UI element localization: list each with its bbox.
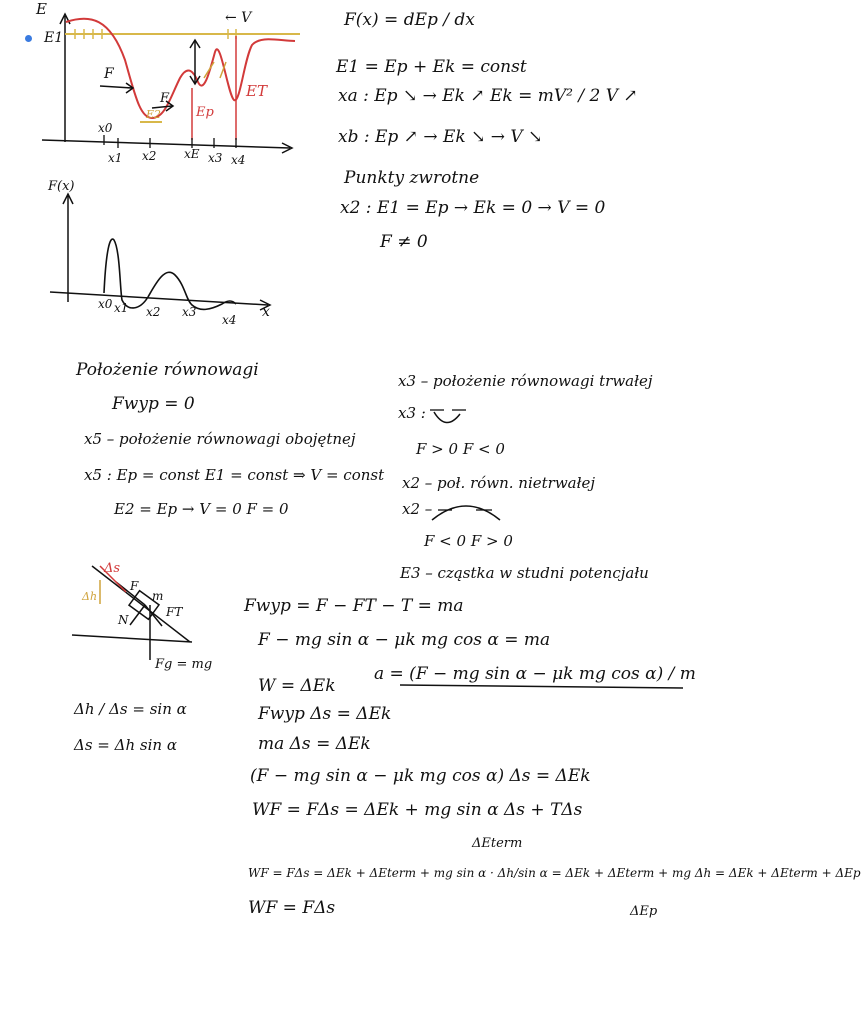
force-graph xyxy=(47,179,270,327)
x-label-2: x2 xyxy=(142,149,157,163)
friction-arrow xyxy=(145,605,162,626)
force-label-left: F xyxy=(104,66,114,82)
fx-label-4: x4 xyxy=(222,313,237,327)
x-label-3: x3 xyxy=(208,151,223,165)
text-x3-forces: F > 0 F < 0 xyxy=(416,440,505,458)
eq-forces: F − mg sin α − μk mg cos α = ma xyxy=(258,630,551,650)
fx-label-3: x3 xyxy=(182,305,197,319)
force-arrow-left xyxy=(100,86,132,88)
heading-turning-points: Punkty zwrotne xyxy=(344,168,480,188)
eq-wf-short: WF = FΔs xyxy=(248,898,336,918)
x-label-4: x4 xyxy=(231,153,246,167)
x-label-e: xE xyxy=(184,147,200,161)
formula-fwyp-zero: Fwyp = 0 xyxy=(112,394,195,414)
text-stable-equilibrium: x3 – położenie równowagi trwałej xyxy=(398,372,653,390)
ep-label: Ep xyxy=(196,105,214,120)
f-label: F xyxy=(130,579,139,593)
m-label: m xyxy=(152,589,164,603)
force-x-label: x xyxy=(262,304,270,320)
heading-equilibrium: Położenie równowagi xyxy=(76,360,259,380)
label-x2: x2 – xyxy=(402,500,433,518)
fraction-bar xyxy=(400,685,683,688)
formula-ds-dh: Δs = Δh sin α xyxy=(74,736,177,754)
incline-base xyxy=(72,635,192,642)
et-label: ET xyxy=(246,82,267,100)
stable-equilibrium-sketch xyxy=(430,410,466,423)
unstable-equilibrium-sketch xyxy=(432,506,500,520)
formula-e2: E2 = Ep → V = 0 F = 0 xyxy=(114,500,289,518)
dh-label: Δh xyxy=(82,590,98,603)
fx-label-2: x2 xyxy=(146,305,161,319)
eq-ma-ds: ma Δs = ΔEk xyxy=(258,734,371,754)
eq-fwyp-ds: Fwyp Δs = ΔEk xyxy=(258,704,392,724)
label-x3: x3 : xyxy=(398,404,426,422)
energy-x-axis xyxy=(42,140,290,148)
ds-label: Δs xyxy=(104,561,121,576)
eq-expanded: (F − mg sin α − μk mg cos α) Δs = ΔEk xyxy=(250,766,591,786)
formula-x2: x2 : E1 = Ep → Ek = 0 → V = 0 xyxy=(340,198,606,218)
incline-sketch xyxy=(72,561,212,672)
formula-force-definition: F(x) = dEp / dx xyxy=(344,10,475,30)
eq-acceleration: a = (F − mg sin α − μk mg cos α) / m xyxy=(374,664,696,684)
force-y-label: F(x) xyxy=(48,179,75,194)
x-label-1: x1 xyxy=(108,151,123,165)
incline-slope xyxy=(92,566,190,642)
text-potential-well: E3 – cząstka w studni potencjału xyxy=(400,564,649,582)
energy-graph xyxy=(35,0,300,167)
label-de-term: ΔEterm xyxy=(472,836,523,851)
eq-work-energy: W = ΔEk xyxy=(258,676,336,696)
e1-label: E1 xyxy=(44,30,64,46)
label-de-p: ΔEp xyxy=(630,904,658,919)
force-label-mid: F xyxy=(160,91,170,106)
energy-y-label: E xyxy=(36,0,47,18)
formula-xa: xa : Ep ↘ → Ek ↗ Ek = mV² / 2 V ↗ xyxy=(338,86,638,106)
formula-xb: xb : Ep ↗ → Ek ↘ → V ↘ xyxy=(338,127,543,147)
e2-label: E2 xyxy=(146,108,162,121)
eq-wf-full: WF = FΔs = ΔEk + ΔEterm + mg sin α · Δh/sin α = ΔEk + ΔEterm + mg Δh = ΔEk + ΔEterm + ΔEp xyxy=(248,866,861,880)
fx-label-0: x0 xyxy=(98,297,113,311)
n-label: N xyxy=(118,613,129,627)
text-unstable-equilibrium: x2 – poł. równ. nietrwałej xyxy=(402,474,596,492)
v-label: ← V xyxy=(225,10,252,26)
text-neutral-equilibrium: x5 – położenie równowagi obojętnej xyxy=(84,430,356,448)
formula-dh-ds: Δh / Δs = sin α xyxy=(74,700,187,718)
fx-label-1: x1 xyxy=(114,301,129,315)
ft-label: FT xyxy=(166,605,183,619)
fg-label: Fg = mg xyxy=(155,657,213,672)
x-label-0: x0 xyxy=(98,121,113,135)
formula-x5: x5 : Ep = const E1 = const ⇒ V = const xyxy=(84,466,385,484)
eq-wf: WF = FΔs = ΔEk + mg sin α Δs + TΔs xyxy=(252,800,583,820)
formula-energy-conservation: E1 = Ep + Ek = const xyxy=(336,57,527,77)
eq-newton: Fwyp = F − FT − T = ma xyxy=(244,596,464,616)
text-x2-forces: F < 0 F > 0 xyxy=(424,532,513,550)
formula-f-nonzero: F ≠ 0 xyxy=(380,232,428,252)
